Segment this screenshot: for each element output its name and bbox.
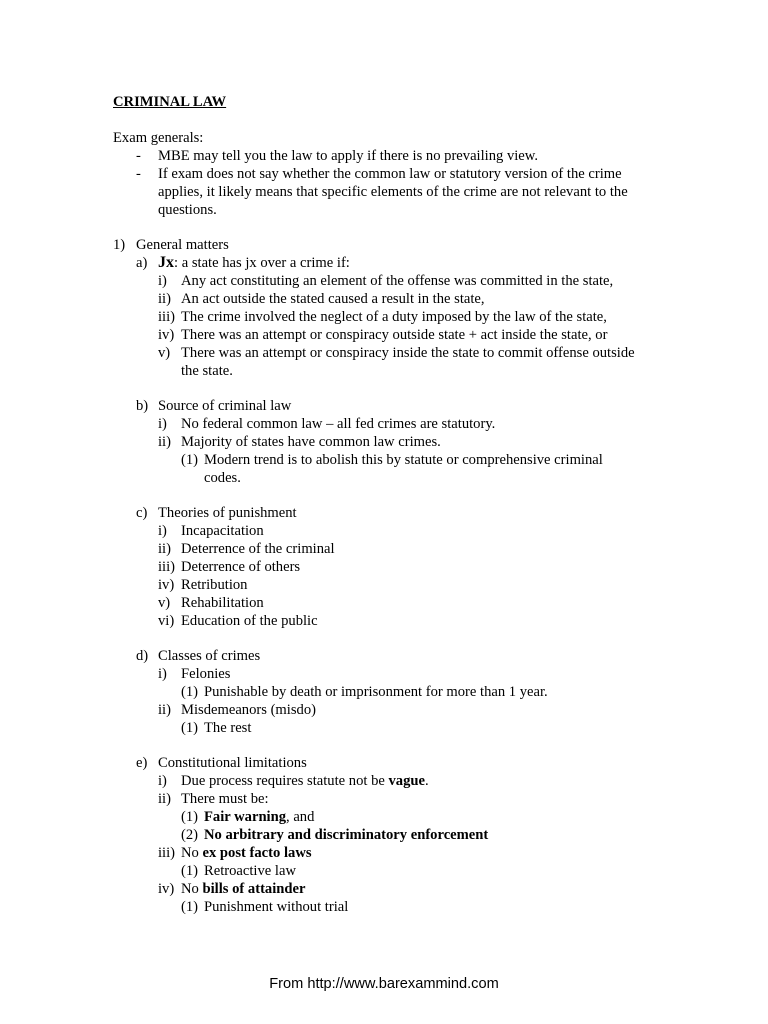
item-text-pre: No [181,845,203,861]
jx-term: Jx [158,254,174,271]
subsection-marker: e) [136,755,148,771]
bullet-marker: - [136,148,141,164]
subitem-text: Punishable by death or imprisonment for more than 1 year. [204,684,548,700]
item-text: The crime involved the neglect of a duty imposed by the law of the state, [181,309,607,325]
subitem-text: codes. [204,470,241,486]
subitem-text-post: , and [286,809,315,825]
item-text: Incapacitation [181,523,264,539]
subsection-heading: Constitutional limitations [158,755,307,771]
bullet-text: If exam does not say whether the common law or statutory version of the crime [158,166,622,182]
item-text-pre: Due process requires statute not be [181,773,389,789]
subitem-text: Punishment without trial [204,899,349,915]
item-marker: iv) [158,881,175,897]
item-text: An act outside the stated caused a result in the state, [181,291,485,307]
item-marker: iii) [158,559,176,575]
item-text: Misdemeanors (misdo) [181,702,316,718]
item-marker: v) [158,345,171,361]
document-title: CRIMINAL LAW [113,94,227,110]
item-marker: ii) [158,434,171,450]
item-marker: ii) [158,541,171,557]
exam-generals-heading: Exam generals: [113,130,204,146]
item-marker: iii) [158,845,176,861]
subitem-marker: (1) [181,899,199,915]
subsection-heading: Theories of punishment [158,505,297,521]
subitem-marker: (1) [181,863,199,879]
subsection-heading [158,254,350,272]
subitem-text: The rest [204,720,252,736]
item-text: There must be: [181,791,269,807]
item-marker: i) [158,273,167,289]
subsection-marker: a) [136,255,148,271]
subsection-heading: Classes of crimes [158,648,261,664]
item-text [181,880,305,898]
item-marker: ii) [158,291,171,307]
subitem-marker: (1) [181,809,199,825]
item-marker: vi) [158,613,175,629]
subitem-text-bold: Fair warning [204,809,287,825]
footer-source-link[interactable]: From http://www.barexammind.com [269,976,499,992]
item-marker: i) [158,416,167,432]
item-text-post: . [424,773,429,789]
item-text: Any act constituting an element of the offense was committed in the state, [181,273,614,289]
item-text [181,844,312,862]
item-marker: iv) [158,327,175,343]
subitem-text: Retroactive law [204,863,296,879]
item-marker: iv) [158,577,175,593]
item-text: There was an attempt or conspiracy outside state + act inside the state, or [181,327,608,343]
item-text: There was an attempt or conspiracy inside the state to commit offense outside [181,345,635,361]
item-text-bold: bills of attainder [202,881,306,897]
item-marker: i) [158,773,167,789]
item-marker: iii) [158,309,176,325]
bullet-marker: - [136,166,141,182]
item-text-bold: ex post facto laws [202,845,312,861]
subitem-marker: (1) [181,720,199,736]
jx-text: : a state has jx over a crime if: [174,255,350,271]
item-text: the state. [181,363,233,379]
item-text-pre: No [181,881,203,897]
item-marker: ii) [158,791,171,807]
item-marker: i) [158,523,167,539]
bullet-text: applies, it likely means that specific elements of the crime are not relevant to the [158,184,628,200]
section-heading: General matters [136,237,229,253]
item-marker: i) [158,666,167,682]
subsection-heading: Source of criminal law [158,398,292,414]
item-text: Deterrence of others [181,559,301,575]
item-text: Felonies [181,666,231,682]
subitem-text [204,808,314,826]
subitem-text: Modern trend is to abolish this by statute or comprehensive criminal [204,452,603,468]
subsection-marker: d) [136,648,149,664]
subitem-text: No arbitrary and discriminatory enforcement [204,827,489,843]
item-text: Rehabilitation [181,595,264,611]
bullet-text: questions. [158,202,217,218]
item-text: Education of the public [181,613,318,629]
section-marker: 1) [113,237,126,253]
item-text [181,772,429,790]
item-text: Deterrence of the criminal [181,541,335,557]
subsection-marker: b) [136,398,149,414]
item-marker: ii) [158,702,171,718]
subitem-marker: (1) [181,684,199,700]
item-text: Majority of states have common law crimes. [181,434,441,450]
item-text: Retribution [181,577,248,593]
item-marker: v) [158,595,171,611]
subsection-marker: c) [136,505,148,521]
subitem-marker: (1) [181,452,199,468]
item-text-bold: vague [388,773,425,789]
item-text: No federal common law – all fed crimes are statutory. [181,416,496,432]
bullet-text: MBE may tell you the law to apply if there is no prevailing view. [158,148,539,164]
subitem-marker: (2) [181,827,199,843]
